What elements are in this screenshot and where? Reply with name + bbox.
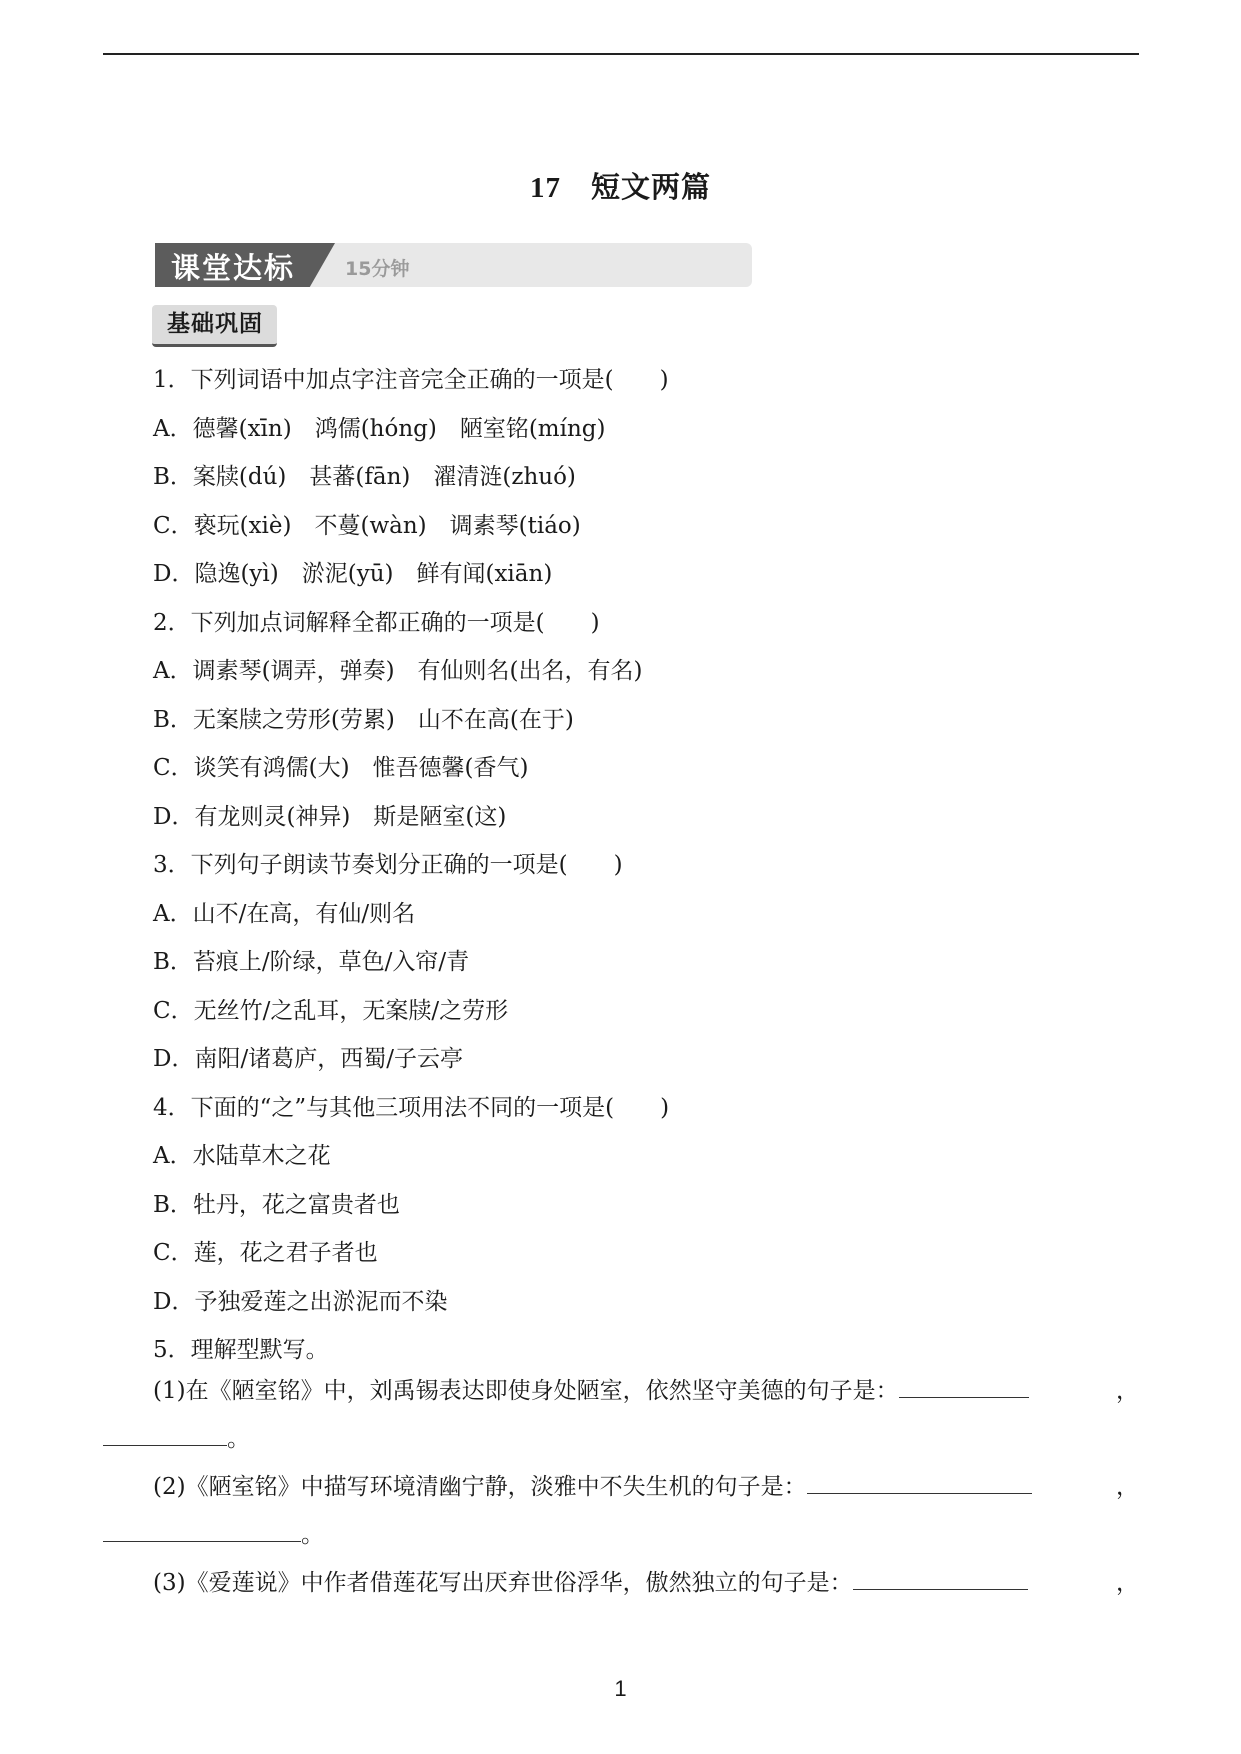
page-title: [0, 165, 1241, 206]
header-rule: [103, 53, 1139, 55]
question-stem: 1．下列词语中加点字注音完全正确的一项是( ): [153, 367, 669, 393]
answer-blank[interactable]: [103, 1519, 301, 1542]
fill-prompt: (3)《爱莲说》中作者借莲花写出厌弃世俗浮华，傲然独立的句子是：: [153, 1570, 853, 1596]
fill-row: [103, 1463, 1139, 1511]
option: D．有龙则灵(神异) 斯是陋室(这): [153, 803, 507, 830]
section-heading: 基础巩固: [152, 305, 277, 347]
banner-time: 15分钟: [345, 258, 410, 280]
fill-prompt: (1)在《陋室铭》中，刘禹锡表达即使身处陋室，依然坚守美德的句子是：: [153, 1378, 899, 1404]
option: C．莲，花之君子者也: [153, 1240, 378, 1266]
lesson-number: 17: [529, 172, 561, 204]
answer-blank[interactable]: [807, 1471, 1032, 1494]
option: C．无丝竹/之乱耳，无案牍/之劳形: [153, 997, 509, 1024]
fill-row: [103, 1367, 1139, 1415]
option: B．案牍(dú) 甚蕃(fān) 濯清涟(zhuó): [153, 464, 576, 490]
option: B．牡丹，花之富贵者也: [153, 1191, 400, 1218]
end-mark: 。: [301, 1522, 324, 1548]
option: A．山不/在高，有仙/则名: [153, 900, 416, 927]
fill-item: [103, 1559, 1139, 1607]
fill-prompt: (2)《陋室铭》中描写环境清幽宁静，淡雅中不失生机的句子是：: [153, 1474, 807, 1500]
fill-row: [103, 1511, 1139, 1559]
lesson-title: 短文两篇: [590, 170, 711, 204]
fill-row: [103, 1415, 1139, 1463]
question-stem: 3．下列句子朗读节奏划分正确的一项是( ): [153, 852, 623, 878]
answer-blank[interactable]: [103, 1423, 227, 1446]
option: B．无案牍之劳形(劳累) 山不在高(在于): [153, 706, 574, 733]
option: B．苔痕上/阶绿，草色/入帘/青: [153, 949, 470, 975]
fill-row: [103, 1559, 1139, 1607]
end-mark: 。: [227, 1426, 250, 1452]
question-stem: 5．理解型默写。: [153, 1337, 329, 1363]
question-list: [153, 356, 1113, 1375]
separator: ，: [1116, 1570, 1139, 1596]
page-number: 1: [614, 1676, 627, 1701]
option: D．南阳/诸葛庐，西蜀/子云亭: [153, 1046, 463, 1072]
option: A．德馨(xīn) 鸿儒(hóng) 陋室铭(míng): [153, 415, 606, 442]
answer-blank[interactable]: [853, 1567, 1028, 1590]
option: C．亵玩(xiè) 不蔓(wàn) 调素琴(tiáo): [153, 512, 581, 539]
section-banner: [155, 243, 752, 287]
question-stem: 2．下列加点词解释全都正确的一项是( ): [153, 609, 600, 636]
option: D．予独爱莲之出淤泥而不染: [153, 1288, 448, 1315]
separator: ，: [1116, 1474, 1139, 1500]
answer-blank[interactable]: [899, 1375, 1029, 1398]
fill-item: [103, 1367, 1139, 1463]
option: D．隐逸(yì) 淤泥(yū) 鲜有闻(xiān): [153, 561, 553, 587]
banner-label: 课堂达标: [171, 251, 296, 285]
option: C．谈笑有鸿儒(大) 惟吾德馨(香气): [153, 755, 529, 781]
fill-item: [103, 1463, 1139, 1559]
separator: ，: [1116, 1378, 1139, 1404]
option: A．调素琴(调弄，弹奏) 有仙则名(出名，有名): [153, 658, 643, 684]
question-stem: 4．下面的“之”与其他三项用法不同的一项是( ): [153, 1094, 670, 1121]
option: A．水陆草木之花: [153, 1143, 331, 1169]
